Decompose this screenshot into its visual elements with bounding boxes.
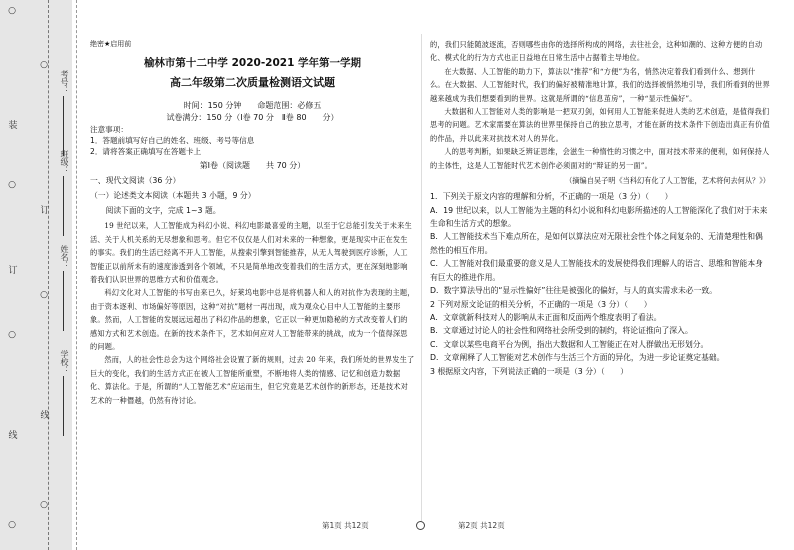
passage-paragraph: 在大数据、人工智能的助力下，算法以“推荐”和“方便”为名，悄然决定着我们看到什么、想到什么。在大数据、人工智能时代，我们的偏好被精准地计算，我们的选择被悄然地引导，我们所看到的世界越来越成为我们想要看到的世界。这就是所谓的“信息茧房”，一种“显示性偏好”。 <box>430 66 770 103</box>
answer-option: B．人工智能技术当下难点所在，是如何以算法应对无限社会性个体之间复杂的、无清楚理性和偶然性的相互作用。 <box>430 232 763 255</box>
exam-time: 时间：150 分钟 命题范围：必修五 <box>183 100 322 110</box>
inner-dashed-line <box>76 0 77 550</box>
binding-mark: 订 <box>6 265 17 275</box>
part-heading: 一、现代文阅读（36 分） <box>90 175 181 185</box>
passage-paragraph: 的，我们只能随波逐流，否则哪些由你的选择所构成的网络，去往社会，这种如潮的、这种方便的自动化、模式化的行为方式也正日益地在日常生活中占据着主导地位。 <box>430 40 763 63</box>
passage-paragraph: 科幻文化对人工智能的书写由来已久，好莱坞电影中总是将机器人和人的对抗作为表现的主题，由于资本逐利、市场偏好等原因，这种“对抗”题材一再出现，成为观众心目中人工智能的主要形象。然而，人工智能的发展远远超出了科幻作品的想象，它正以一种更加隐秘的方式改变着人们的感知方式和艺术创造。在新的技术条件下，艺术如何应对人工智能带来的挑战，成为一个值得深思的问题。 <box>90 288 415 352</box>
section-title: 第Ⅰ卷（阅读题 共 70 分） <box>199 160 306 170</box>
answer-option: A．文章就新科技对人的影响从未正面和反面两个维度表明了看法。 <box>430 312 662 322</box>
binding-mark: 线 <box>6 430 17 440</box>
passage-paragraph: 大数据和人工智能对人类的影响是一把双刃剑，如何用人工智能来促进人类的艺术创造，是值得我们思考的问题。艺术家需要在算法的世界里保持自己的独立思考，才能在新的技术条件下创造出真正有价值的作品，并以此来对抗技术对人的异化。 <box>430 107 770 143</box>
note-item: 2．请将答案正确填写在答题卡上 <box>90 146 202 156</box>
answer-option: C．人工智能对我们最重要的意义是人工智能技术的发展使得我们理解人的语言、思维和智能本身有巨大的推进作用。 <box>430 259 763 282</box>
binding-mark-inner: 线 <box>38 410 49 420</box>
binding-mark: ○ <box>7 520 17 531</box>
page-number-left: 第1页 共12页 <box>322 521 369 530</box>
binding-mark-inner: 订 <box>38 205 49 215</box>
left-column <box>90 38 415 407</box>
passage-paragraph: 然而，人的社会性总会为这个网络社会设置了新的规则，过去 20 年来，我们所处的世界发生了巨大的变化，我们的生活方式正在被人工智能所重塑，不断地将人类的情感、记忆和创造力数据化、算法化。于是，所谓的“人工智能艺术”应运而生，但它究竟是艺术创作的新形态，还是技术对艺术的一种僭越，仍然有待讨论。 <box>90 355 415 405</box>
passage-paragraph: 人的思考判断，如果缺乏辨证思维，会滋生一种惰性的习惯之中，面对技术带来的便利，如何保持人的主体性，这是人工智能时代艺术创作必须面对的“辩证的另一面”。 <box>430 147 770 170</box>
secret-mark: 绝密★启用前 <box>90 40 132 48</box>
note-item: 1．答题前填写好自己的姓名、班级、考号等信息 <box>90 135 255 145</box>
page-number-right: 第2页 共12页 <box>458 521 505 530</box>
binding-mark: ○ <box>7 330 17 341</box>
question-stem: 3 根据原文内容，下列说法正确的一项是（3 分）（ ） <box>430 366 629 376</box>
column-divider <box>421 34 422 526</box>
binding-dashed-line <box>48 0 49 550</box>
answer-option: B．文章通过讨论人的社会性和网络社会所受到的制约，将论证推向了深入。 <box>430 326 693 336</box>
citation: （摘编自吴子明《当科幻有化了人工智能，艺术将何去何从？》） <box>565 176 770 186</box>
instruction: 阅读下面的文字，完成 1~3 题。 <box>105 206 221 216</box>
binding-mark: ○ <box>7 180 17 191</box>
question-stem: 1．下列关于原文内容的理解和分析，不正确的一项是（3 分）（ ） <box>430 192 673 202</box>
page-hole-icon <box>416 521 425 530</box>
passage-paragraph: 19 世纪以来，人工智能成为科幻小说、科幻电影最喜爱的主题，以至于它总能引发关于未来生活、关于人机关系的无尽想象和思考。但它不仅仅是人们对未来的一种想象，更是现实中正在发生的事实。我们的生活已经离不开人工智能，从搜索引擎到智能推荐，从无人驾驶到医疗诊断，人工智能正以前所未有的速度渗透到各个领域，不只是简单地改变着我们的生活方式，更在深刻地影响着我们认识世界的思维方式和价值观念。 <box>90 221 412 285</box>
exam-title: 高二年级第二次质量检测语文试题 <box>170 76 335 90</box>
notes <box>90 124 415 157</box>
subpart-heading: （一）论述类文本阅读（本题共 3 小题，9 分） <box>90 191 256 201</box>
notes-heading: 注意事项： <box>90 124 128 134</box>
answer-option: C．文章以某些电商平台为例，指出大数据和人工智能正在对人群做出无形划分。 <box>430 339 709 349</box>
student-id-field[interactable]: 考号： <box>56 70 70 156</box>
right-column <box>430 38 770 378</box>
question-stem: 2 下列对原文论证的相关分析，不正确的一项是（3 分）（ ） <box>430 299 652 309</box>
school-field[interactable]: 学校： <box>56 350 70 436</box>
answer-option: A．19 世纪以来，以人工智能为主题的科幻小说和科幻电影所描述的人工智能深化了我们对于未来生命和生活方式的想象。 <box>430 205 768 229</box>
binding-mark: ○ <box>7 6 17 17</box>
answer-option: D．数字算法导出的“显示性偏好”往往是被强化的偏好，与人的真实需求未必一致。 <box>430 286 717 296</box>
class-field[interactable]: 班级： <box>56 150 70 236</box>
binding-mark-inner: ○ <box>39 500 49 511</box>
name-field[interactable]: 姓名： <box>56 245 70 331</box>
binding-mark-inner: ○ <box>39 60 49 71</box>
binding-mark: 装 <box>6 120 17 130</box>
binding-mark-inner: ○ <box>39 290 49 301</box>
school-title: 榆林市第十二中学 2020-2021 学年第一学期 <box>143 57 362 70</box>
exam-score: 试卷满分：150 分（Ⅰ卷 70 分 Ⅱ卷 80 分） <box>166 112 339 122</box>
answer-option: D．文章阐释了人工智能对艺术创作与生活三个方面的异化，为进一步论证奠定基础。 <box>430 353 725 363</box>
